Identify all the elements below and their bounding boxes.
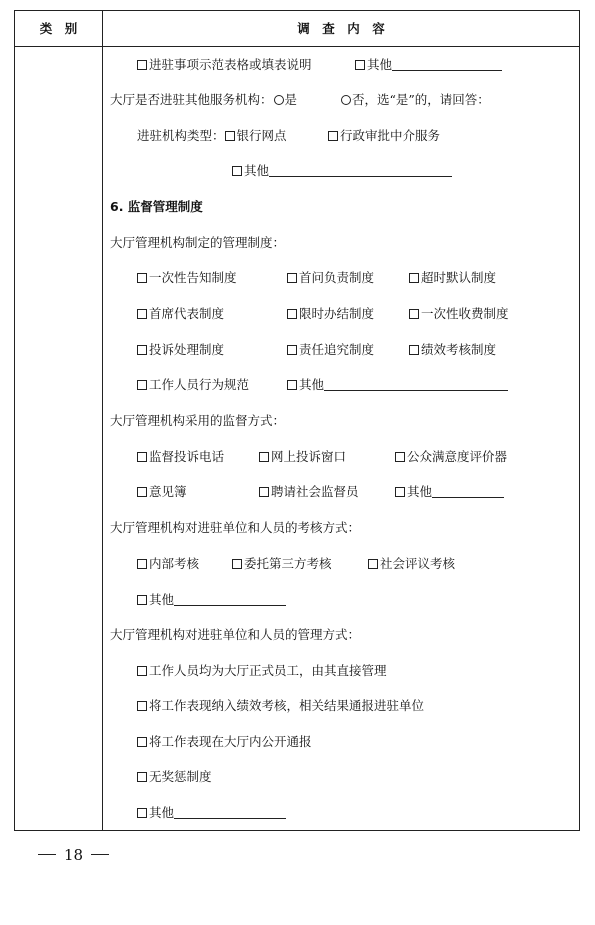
sys-item: 投诉处理制度 — [137, 342, 224, 358]
checkbox-forms-other[interactable] — [355, 60, 365, 70]
manage-item: 无奖惩制度 — [137, 769, 212, 785]
checkbox-sys-7[interactable] — [137, 345, 147, 355]
assess-item: 内部考核 — [137, 556, 199, 572]
checkbox-sys-2[interactable] — [287, 273, 297, 283]
radio-yes[interactable] — [274, 95, 284, 105]
checkbox-as-1[interactable] — [137, 559, 147, 569]
sys-item: 超时默认制度 — [409, 270, 496, 286]
manage-item: 将工作表现纳入绩效考核，相关结果通报进驻单位 — [137, 698, 424, 714]
manage-item: 工作人员均为大厅正式员工，由其直接管理 — [137, 663, 387, 679]
sys-item: 一次性告知制度 — [137, 270, 237, 286]
sup-item: 聘请社会监督员 — [259, 484, 359, 500]
sys-item: 首席代表制度 — [137, 306, 224, 322]
blank-mg-other[interactable] — [174, 806, 286, 819]
checkbox-sys-other[interactable] — [287, 380, 297, 390]
sup-item: 公众满意度评价器 — [395, 449, 507, 465]
checkbox-sup-4[interactable] — [137, 487, 147, 497]
checkbox-intermediary[interactable] — [328, 131, 338, 141]
checkbox-sys-8[interactable] — [287, 345, 297, 355]
checkbox-forms[interactable] — [137, 60, 147, 70]
checkbox-sys-10[interactable] — [137, 380, 147, 390]
question-manage: 大厅管理机构对进驻单位和人员的管理方式： — [110, 627, 361, 642]
blank-agency-other[interactable] — [269, 164, 452, 177]
checkbox-sys-4[interactable] — [137, 309, 147, 319]
sup-item: 其他 — [395, 484, 504, 500]
category-header: 类 别 — [39, 21, 78, 36]
dash-left — [38, 854, 56, 855]
checkbox-sup-3[interactable] — [395, 452, 405, 462]
row-forms-other: 其他 — [355, 57, 502, 73]
sys-item: 限时办结制度 — [287, 306, 374, 322]
page-number: 18 — [30, 846, 117, 864]
manage-item: 其他 — [137, 805, 286, 821]
sys-item: 其他 — [287, 377, 508, 393]
agency-type-other: 其他 — [232, 163, 452, 179]
blank-forms-other[interactable] — [392, 58, 502, 71]
assess-item: 委托第三方考核 — [232, 556, 332, 572]
agency-type-intermediary: 行政审批中介服务 — [328, 128, 440, 144]
question-other-agencies: 大厅是否进驻其他服务机构： 是 — [110, 92, 298, 107]
row-forms: 进驻事项示范表格或填表说明 — [137, 57, 312, 73]
assess-item: 社会评议考核 — [368, 556, 455, 572]
blank-sup-other[interactable] — [432, 485, 504, 498]
question-system: 大厅管理机构制定的管理制度： — [110, 235, 286, 250]
checkbox-mg-4[interactable] — [137, 772, 147, 782]
radio-no[interactable] — [341, 95, 351, 105]
checkbox-mg-other[interactable] — [137, 808, 147, 818]
option-no: 否，选“是”的，请回答： — [340, 92, 490, 108]
checkbox-as-2[interactable] — [232, 559, 242, 569]
checkbox-sup-5[interactable] — [259, 487, 269, 497]
checkbox-sup-2[interactable] — [259, 452, 269, 462]
checkbox-sys-9[interactable] — [409, 345, 419, 355]
checkbox-bank[interactable] — [225, 131, 235, 141]
sys-item: 绩效考核制度 — [409, 342, 496, 358]
sup-item: 网上投诉窗口 — [259, 449, 346, 465]
sys-item: 首问负责制度 — [287, 270, 374, 286]
sys-item: 一次性收费制度 — [409, 306, 509, 322]
blank-as-other[interactable] — [174, 593, 286, 606]
column-divider — [102, 11, 103, 830]
checkbox-sup-other[interactable] — [395, 487, 405, 497]
checkbox-as-3[interactable] — [368, 559, 378, 569]
dash-right — [91, 854, 109, 855]
checkbox-as-other[interactable] — [137, 595, 147, 605]
manage-item: 将工作表现在大厅内公开通报 — [137, 734, 312, 750]
sys-item: 责任追究制度 — [287, 342, 374, 358]
sup-item: 意见簿 — [137, 484, 187, 500]
agency-type-row: 进驻机构类型： 银行网点 — [137, 128, 287, 143]
checkbox-mg-3[interactable] — [137, 737, 147, 747]
sys-item: 工作人员行为规范 — [137, 377, 249, 393]
sup-item: 监督投诉电话 — [137, 449, 224, 465]
checkbox-sys-3[interactable] — [409, 273, 419, 283]
checkbox-agency-other[interactable] — [232, 166, 242, 176]
content-header: 调 查 内 容 — [297, 21, 385, 36]
checkbox-sup-1[interactable] — [137, 452, 147, 462]
checkbox-mg-2[interactable] — [137, 701, 147, 711]
checkbox-mg-1[interactable] — [137, 666, 147, 676]
assess-item: 其他 — [137, 592, 286, 608]
question-assess: 大厅管理机构对进驻单位和人员的考核方式： — [110, 520, 361, 535]
section-title: 6. 监督管理制度 — [110, 199, 203, 214]
question-supervise: 大厅管理机构采用的监督方式： — [110, 413, 286, 428]
table-header — [15, 11, 579, 47]
checkbox-sys-1[interactable] — [137, 273, 147, 283]
checkbox-sys-5[interactable] — [287, 309, 297, 319]
checkbox-sys-6[interactable] — [409, 309, 419, 319]
blank-sys-other[interactable] — [324, 378, 508, 391]
